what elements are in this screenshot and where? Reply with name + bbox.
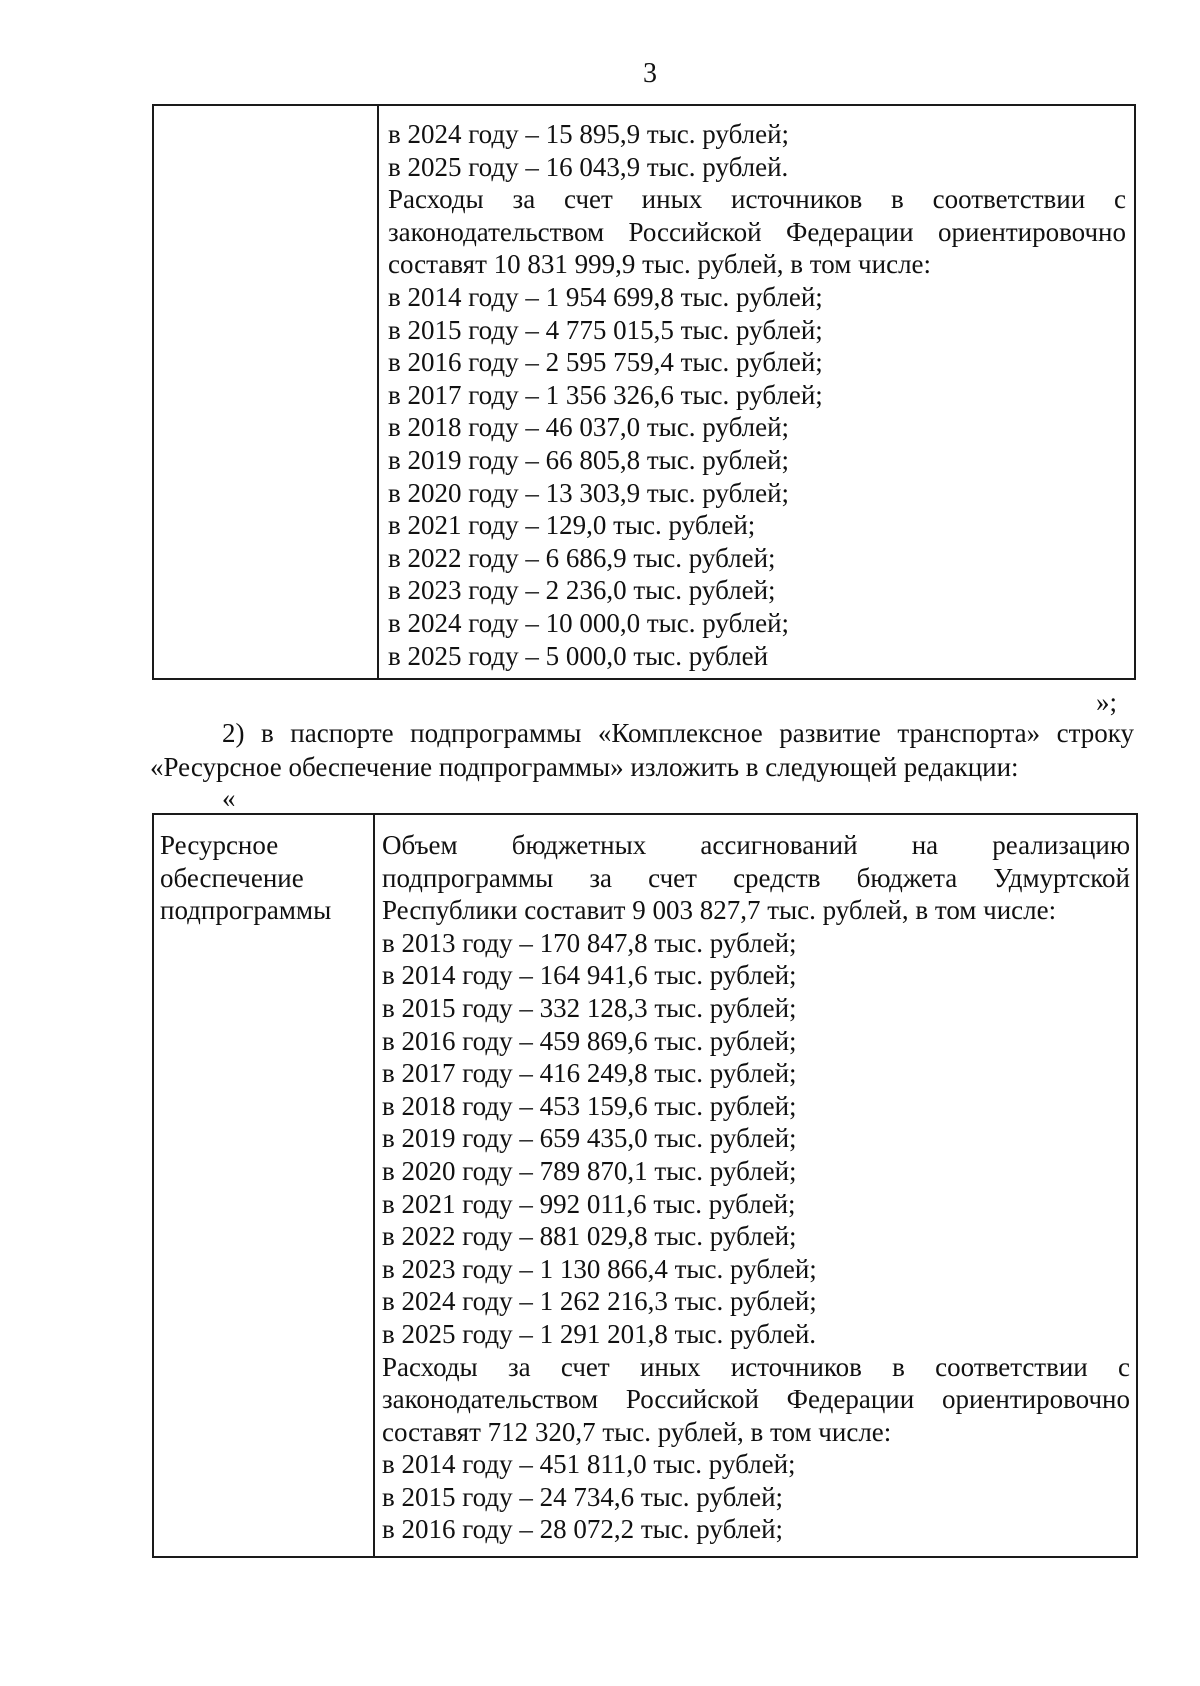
item2-paragraph-line: «Ресурсное обеспечение подпрограммы» изложить в следующей редакции: — [150, 752, 1019, 782]
table2-line: в 2022 году – 881 029,8 тыс. рублей; — [382, 1221, 797, 1252]
table1-line: в 2016 году – 2 595 759,4 тыс. рублей; — [388, 347, 823, 378]
table2-intro-line: подпрограммы за счет средств бюджета Удмуртской — [382, 862, 1130, 893]
table2-line: составят 712 320,7 тыс. рублей, в том числе: — [382, 1416, 892, 1447]
table1-left-cell — [153, 105, 378, 679]
opening-quote: « — [222, 783, 236, 813]
table1-line: в 2017 году – 1 356 326,6 тыс. рублей; — [388, 379, 823, 410]
table2-line: в 2015 году – 24 734,6 тыс. рублей; — [382, 1481, 784, 1512]
table2-line: в 2017 году – 416 249,8 тыс. рублей; — [382, 1058, 797, 1089]
table1-line: в 2023 году – 2 236,0 тыс. рублей; — [388, 575, 776, 606]
funding-table-continued — [152, 104, 1136, 680]
table2-line: в 2021 году – 992 011,6 тыс. рублей; — [382, 1188, 796, 1219]
table1-para-line: Расходы за счет иных источников в соответствии с — [388, 184, 1126, 215]
table1-line: в 2024 году – 15 895,9 тыс. рублей; — [388, 119, 790, 149]
table1-para-line: законодательством Российской Федерации ориентировочно — [388, 216, 1126, 247]
table2-line: в 2018 году – 453 159,6 тыс. рублей; — [382, 1090, 797, 1121]
row-heading-line: подпрограммы — [160, 895, 332, 926]
table1-line: в 2020 году – 13 303,9 тыс. рублей; — [388, 477, 790, 508]
table1-line: в 2022 году – 6 686,9 тыс. рублей; — [388, 542, 776, 573]
table1-line: в 2014 году – 1 954 699,8 тыс. рублей; — [388, 281, 823, 312]
table2-line: в 2014 году – 451 811,0 тыс. рублей; — [382, 1449, 796, 1480]
table1-line: в 2025 году – 16 043,9 тыс. рублей. — [388, 151, 789, 182]
item2-paragraph-line: 2) в паспорте подпрограммы «Комплексное развитие транспорта» строку — [222, 718, 1134, 748]
table2-line: в 2016 году – 459 869,6 тыс. рублей; — [382, 1025, 797, 1056]
table2-line: в 2014 году – 164 941,6 тыс. рублей; — [382, 960, 797, 991]
table2-line: в 2024 году – 1 262 216,3 тыс. рублей; — [382, 1286, 817, 1317]
closing-quote: »; — [1096, 687, 1118, 717]
table2-para-line: Расходы за счет иных источников в соответствии с — [382, 1351, 1130, 1382]
table2-line: в 2015 году – 332 128,3 тыс. рублей; — [382, 992, 797, 1023]
table2-line: в 2019 году – 659 435,0 тыс. рублей; — [382, 1123, 797, 1154]
table2-line: в 2023 году – 1 130 866,4 тыс. рублей; — [382, 1253, 817, 1284]
table2-line: в 2020 году – 789 870,1 тыс. рублей; — [382, 1155, 797, 1186]
resource-provision-table — [152, 813, 1138, 1558]
table2-para-line: законодательством Российской Федерации ориентировочно — [382, 1384, 1130, 1415]
row-heading-line: обеспечение — [160, 862, 304, 893]
table1-line: в 2025 году – 5 000,0 тыс. рублей — [388, 640, 769, 671]
row-heading-line: Ресурсное — [160, 830, 279, 860]
table1-line: в 2019 году – 66 805,8 тыс. рублей; — [388, 444, 790, 475]
page-number: 3 — [643, 58, 657, 89]
table1-line: в 2018 году – 46 037,0 тыс. рублей; — [388, 412, 790, 443]
table2-line: в 2016 году – 28 072,2 тыс. рублей; — [382, 1514, 784, 1545]
table1-line: в 2024 году – 10 000,0 тыс. рублей; — [388, 607, 790, 638]
table2-left-cell — [153, 814, 374, 1557]
table2-line: в 2013 году – 170 847,8 тыс. рублей; — [382, 927, 797, 958]
table2-line: Республики составит 9 003 827,7 тыс. рублей, в том числе: — [382, 895, 1057, 926]
table2-intro-line: Объем бюджетных ассигнований на реализацию — [382, 830, 1130, 860]
table1-line: в 2021 году – 129,0 тыс. рублей; — [388, 510, 756, 541]
table2-right-cell — [374, 814, 1137, 1557]
table1-line: составят 10 831 999,9 тыс. рублей, в том числе: — [388, 249, 932, 280]
table1-line: в 2015 году – 4 775 015,5 тыс. рублей; — [388, 314, 823, 345]
table1-right-cell — [378, 105, 1135, 679]
table2-line: в 2025 году – 1 291 201,8 тыс. рублей. — [382, 1318, 817, 1349]
